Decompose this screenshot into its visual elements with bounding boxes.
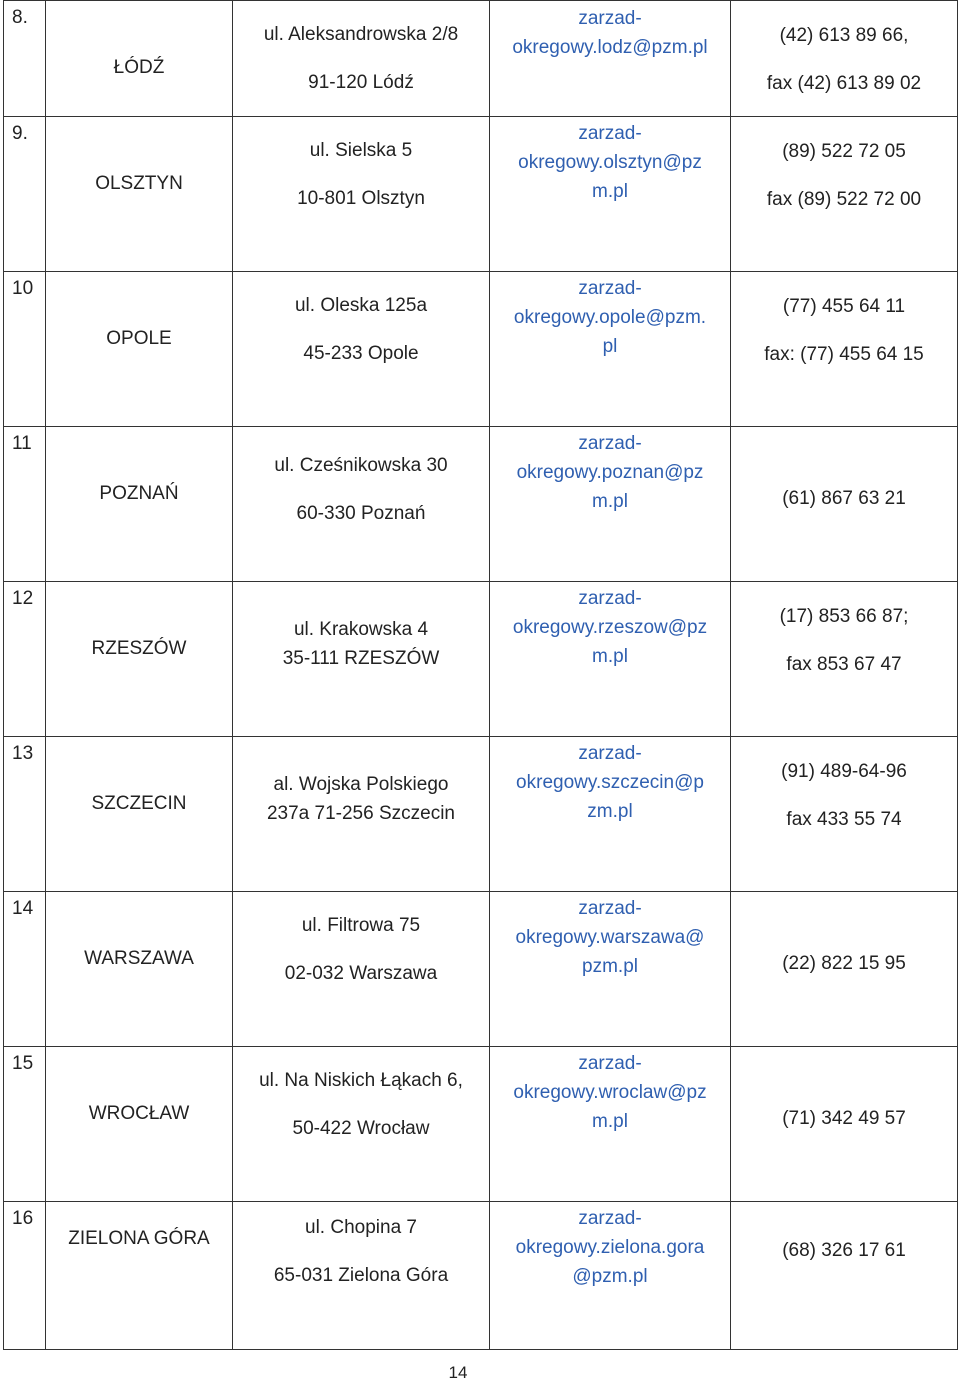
phone-cell — [731, 737, 958, 892]
email-cell — [490, 892, 731, 1047]
email-link[interactable]: zarzad- — [578, 1208, 642, 1229]
city-name: ZIELONA GÓRA — [68, 1228, 210, 1249]
email-link[interactable]: okregowy.lodz@pzm.pl — [512, 37, 708, 58]
table-row — [4, 272, 958, 427]
city-cell — [46, 582, 233, 737]
phone-line: fax 853 67 47 — [786, 654, 902, 675]
email-cell — [490, 737, 731, 892]
email-cell — [490, 117, 731, 272]
table-row — [4, 1, 958, 117]
phone-line: fax (42) 613 89 02 — [766, 73, 922, 94]
phone-cell — [731, 892, 958, 1047]
phone-line: (89) 522 72 05 — [782, 141, 906, 162]
address-cell — [233, 1202, 490, 1350]
email-link[interactable]: pzm.pl — [582, 956, 638, 977]
phone-line: (17) 853 66 87; — [779, 606, 909, 627]
row-number: 12 — [12, 588, 34, 609]
row-number: 11 — [12, 433, 32, 454]
phone-line: (71) 342 49 57 — [782, 1108, 906, 1129]
email-link[interactable]: okregowy.wroclaw@pz — [513, 1082, 707, 1103]
email-cell — [490, 272, 731, 427]
row-number-cell — [4, 737, 46, 892]
address-cell — [233, 737, 490, 892]
address-line: 45-233 Opole — [303, 343, 419, 364]
email-link[interactable]: okregowy.szczecin@p — [516, 772, 704, 793]
row-number: 8. — [12, 7, 28, 28]
email-cell — [490, 1, 731, 117]
city-cell — [46, 1202, 233, 1350]
email-link[interactable]: zarzad- — [578, 588, 642, 609]
page-number: 14 — [448, 1363, 468, 1382]
email-link[interactable]: zarzad- — [578, 8, 642, 29]
row-number: 15 — [12, 1053, 34, 1074]
contacts-table-body — [4, 1, 958, 1350]
phone-cell — [731, 1, 958, 117]
email-link[interactable]: zarzad- — [578, 278, 642, 299]
table-row — [4, 582, 958, 737]
city-cell — [46, 737, 233, 892]
phone-cell — [731, 427, 958, 582]
city-name: WARSZAWA — [84, 948, 194, 969]
address-line: ul. Oleska 125a — [294, 295, 428, 316]
email-link[interactable]: m.pl — [592, 491, 628, 512]
address-line: 10-801 Olsztyn — [297, 188, 425, 209]
row-number-cell — [4, 582, 46, 737]
table-row — [4, 892, 958, 1047]
phone-line: fax (89) 522 72 00 — [766, 189, 922, 210]
row-number-cell — [4, 1202, 46, 1350]
row-number-cell — [4, 892, 46, 1047]
email-link[interactable]: okregowy.warszawa@ — [515, 927, 705, 948]
email-link[interactable]: zarzad- — [578, 123, 642, 144]
phone-line: (91) 489-64-96 — [781, 761, 907, 782]
email-link[interactable]: zarzad- — [578, 743, 642, 764]
city-name: OPOLE — [106, 328, 172, 349]
email-link[interactable]: m.pl — [592, 1111, 628, 1132]
address-line: ul. Filtrowa 75 — [301, 915, 421, 936]
phone-cell — [731, 1202, 958, 1350]
row-number: 14 — [12, 898, 34, 919]
row-number: 10 — [12, 278, 34, 299]
row-number-cell — [4, 272, 46, 427]
address-cell — [233, 427, 490, 582]
email-cell — [490, 427, 731, 582]
phone-cell — [731, 117, 958, 272]
address-cell — [233, 117, 490, 272]
email-link[interactable]: okregowy.zielona.gora — [515, 1237, 705, 1258]
table-row — [4, 1202, 958, 1350]
phone-cell — [731, 1047, 958, 1202]
address-line: al. Wojska Polskiego — [273, 774, 449, 795]
phone-line: (42) 613 89 66, — [779, 25, 909, 46]
email-link[interactable]: @pzm.pl — [572, 1266, 648, 1287]
city-cell — [46, 1047, 233, 1202]
address-line: 65-031 Zielona Góra — [273, 1265, 449, 1286]
email-link[interactable]: zarzad- — [578, 433, 642, 454]
city-name: ŁÓDŹ — [113, 57, 165, 78]
row-number: 9. — [12, 123, 28, 144]
row-number: 16 — [12, 1208, 34, 1229]
city-cell — [46, 272, 233, 427]
table-row — [4, 427, 958, 582]
table-row — [4, 117, 958, 272]
address-cell — [233, 892, 490, 1047]
address-line: 50-422 Wrocław — [292, 1118, 430, 1139]
city-cell — [46, 117, 233, 272]
phone-cell — [731, 272, 958, 427]
address-cell — [233, 1, 490, 117]
address-line: ul. Sielska 5 — [309, 140, 413, 161]
email-cell — [490, 582, 731, 737]
address-line: 60-330 Poznań — [296, 503, 426, 524]
email-link[interactable]: okregowy.olsztyn@pz — [518, 152, 702, 173]
city-name: OLSZTYN — [95, 173, 183, 194]
phone-line: (68) 326 17 61 — [782, 1240, 906, 1261]
address-line: ul. Krakowska 4 — [293, 619, 429, 640]
phone-line: fax: (77) 455 64 15 — [764, 344, 924, 365]
row-number: 13 — [12, 743, 34, 764]
row-number-cell — [4, 1, 46, 117]
email-cell — [490, 1202, 731, 1350]
email-link[interactable]: m.pl — [592, 181, 628, 202]
city-name: POZNAŃ — [99, 483, 179, 504]
email-link[interactable]: okregowy.rzeszow@pz — [512, 617, 708, 638]
address-line: ul. Aleksandrowska 2/8 — [263, 24, 459, 45]
address-line: 237a 71-256 Szczecin — [266, 803, 455, 824]
city-name: SZCZECIN — [91, 793, 187, 814]
row-number-cell — [4, 1047, 46, 1202]
table-row — [4, 1047, 958, 1202]
phone-cell — [731, 582, 958, 737]
email-link[interactable]: m.pl — [592, 646, 628, 667]
address-line: 91-120 Lódź — [308, 72, 414, 93]
phone-line: fax 433 55 74 — [786, 809, 902, 830]
row-number-cell — [4, 427, 46, 582]
email-link[interactable]: okregowy.poznan@pz — [516, 462, 704, 483]
contacts-table — [3, 0, 958, 1350]
phone-line: (22) 822 15 95 — [782, 953, 906, 974]
email-link[interactable]: zm.pl — [587, 801, 633, 822]
address-line: ul. Chopina 7 — [305, 1217, 417, 1238]
phone-line: (77) 455 64 11 — [782, 296, 906, 317]
table-row — [4, 737, 958, 892]
address-cell — [233, 582, 490, 737]
address-line: 35-111 RZESZÓW — [282, 648, 440, 669]
email-link[interactable]: pl — [602, 336, 618, 357]
email-cell — [490, 1047, 731, 1202]
address-line: 02-032 Warszawa — [284, 963, 438, 984]
city-name: RZESZÓW — [91, 638, 187, 659]
email-link[interactable]: zarzad- — [578, 898, 642, 919]
email-link[interactable]: zarzad- — [578, 1053, 642, 1074]
address-cell — [233, 1047, 490, 1202]
city-cell — [46, 427, 233, 582]
city-cell — [46, 892, 233, 1047]
city-cell — [46, 1, 233, 117]
row-number-cell — [4, 117, 46, 272]
city-name: WROCŁAW — [88, 1103, 190, 1124]
address-line: ul. Cześnikowska 30 — [274, 455, 448, 476]
email-link[interactable]: okregowy.opole@pzm. — [513, 307, 707, 328]
phone-line: (61) 867 63 21 — [782, 488, 906, 509]
address-cell — [233, 272, 490, 427]
address-line: ul. Na Niskich Łąkach 6, — [259, 1070, 463, 1091]
